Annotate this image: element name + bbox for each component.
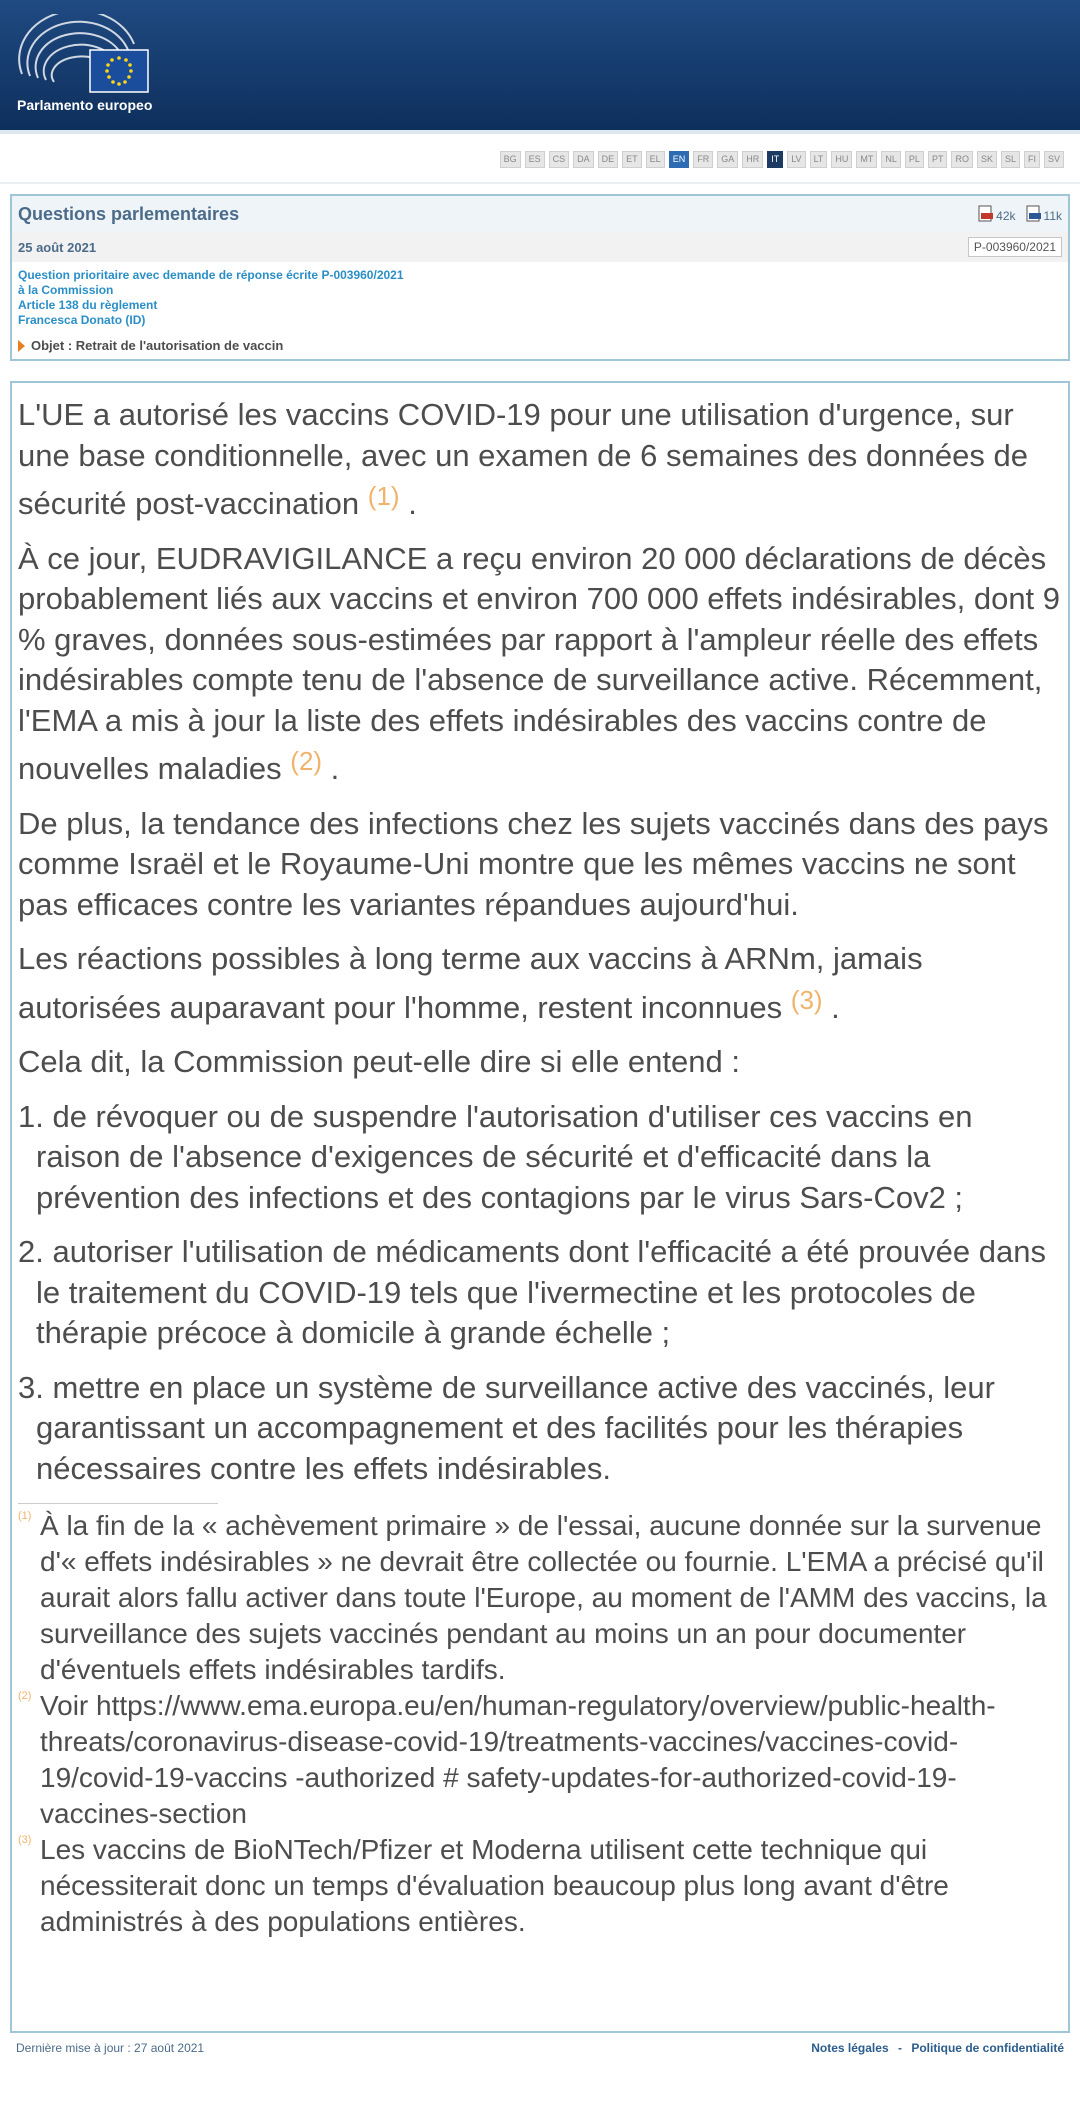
pdf-size: 42k — [996, 209, 1016, 223]
footnote-number: (3) — [18, 1834, 32, 1846]
page-title: Questions parlementaires — [18, 203, 240, 224]
object-text: Objet : Retrait de l'autorisation de vaccin — [31, 338, 284, 353]
body-paragraph-5: Cela dit, la Commission peut-elle dire si elle entend : — [18, 1044, 740, 1079]
lang-hr[interactable]: HR — [742, 151, 763, 168]
question-author: Francesca Donato (ID) — [18, 313, 146, 327]
question-rule: Article 138 du règlement — [18, 298, 158, 312]
lang-hu[interactable]: HU — [831, 151, 852, 168]
privacy-policy-link[interactable]: Politique de confidentialité — [911, 2041, 1064, 2055]
footer-links — [805, 2041, 1064, 2055]
lang-lt[interactable]: LT — [810, 151, 828, 168]
site-header — [0, 0, 1080, 130]
footnote-1 — [18, 1508, 1062, 1688]
lang-el[interactable]: EL — [646, 151, 665, 168]
reference-number: P-003960/2021 — [968, 237, 1062, 257]
footnote-ref-2[interactable]: (2) — [290, 746, 323, 776]
lang-ga[interactable]: GA — [717, 151, 738, 168]
lang-en[interactable]: EN — [669, 151, 690, 168]
divider — [0, 182, 1080, 184]
logo-text: Parlamento europeo — [17, 97, 153, 113]
question-date-bar — [12, 232, 1068, 262]
question-list — [18, 1097, 1062, 1490]
triangle-right-icon — [18, 340, 25, 352]
footnote-text: Voir https://www.ema.europa.eu/en/human-regulatory/overview/public-health-threats/coronavirus-disease-covid-19/treatments-vaccines/vaccines-covid-19/covid-19-vaccins -authorized # safety-updates-for-authorized-covid-19-vaccines-section — [40, 1690, 996, 1829]
footnote-ref-1[interactable]: (1) — [367, 481, 400, 511]
lang-ro[interactable]: RO — [951, 151, 973, 168]
lang-sv[interactable]: SV — [1044, 151, 1064, 168]
pdf-download-link[interactable] — [978, 205, 1015, 223]
lang-sk[interactable]: SK — [977, 151, 997, 168]
question-type: Question prioritaire avec demande de réponse écrite P-003960/2021 — [18, 268, 404, 282]
header-strip — [0, 130, 1080, 134]
lang-sl[interactable]: SL — [1001, 151, 1020, 168]
question-meta — [12, 262, 1068, 330]
body-paragraph-2: À ce jour, EUDRAVIGILANCE a reçu environ 20 000 déclarations de décès probablement liés aux vaccins et environ 700 000 effets indésirables, dont 9 % graves, données sous-estimées par rapport à l'ampleur réelle des effets indésirables compte tenu de l'absence de surveillance active. Récemment, l'EMA a mis à jour la liste des effets indésirables des vaccins contre de nouvelles maladies $^{(2)}$ . — [18, 540, 1061, 786]
footnote-number: (1) — [18, 1510, 32, 1522]
footnote-ref-3[interactable]: (3) — [790, 984, 823, 1015]
download-links — [978, 205, 1062, 223]
footnote-2 — [18, 1688, 1062, 1832]
question-header-box — [10, 194, 1070, 361]
question-body — [10, 381, 1070, 2033]
list-item: 3. mettre en place un système de surveillance active des vaccinés, leur garantissant un accompagnement et des facilités pour les thérapies nécessaires contre les effets indésirables. — [18, 1369, 995, 1486]
footnote-separator — [18, 1503, 218, 1504]
body-paragraph-3: De plus, la tendance des infections chez les sujets vaccinés dans des pays comme Israël et le Royaume-Uni montre que les mêmes vaccins ne sont pas efficaces contre les variantes répandues aujourd'hui. — [18, 805, 1049, 922]
lang-mt[interactable]: MT — [856, 151, 877, 168]
question-title-bar — [12, 196, 1068, 232]
body-paragraph-1: L'UE a autorisé les vaccins COVID-19 pour une utilisation d'urgence, sur une base conditionnelle, avec un examen de 6 semaines des données de sécurité post-vaccination $^{(1)}$ . — [18, 397, 1028, 521]
lang-lv[interactable]: LV — [787, 151, 805, 168]
footer-divider: - — [897, 2041, 902, 2055]
lang-bg[interactable]: BG — [500, 151, 521, 168]
lang-nl[interactable]: NL — [881, 151, 901, 168]
word-doc-icon — [1026, 205, 1042, 223]
lang-de[interactable]: DE — [598, 151, 619, 168]
question-object — [12, 330, 1068, 359]
question-date: 25 août 2021 — [18, 239, 97, 255]
lang-it[interactable]: IT — [767, 151, 783, 168]
lang-es[interactable]: ES — [525, 151, 545, 168]
lang-et[interactable]: ET — [622, 151, 642, 168]
doc-size: 11k — [1043, 209, 1062, 223]
footnote-text: Les vaccins de BioNTech/Pfizer et Moderna utilisent cette technique qui nécessiterait donc un temps d'évaluation beaucoup plus long avant d'être administrés à des populations entières. — [40, 1834, 949, 1937]
list-item: 1. de révoquer ou de suspendre l'autorisation d'utiliser ces vaccins en raison de l'absence d'exigences de sécurité et d'efficacité dans la prévention des infections et des contagions par le virus Sars-Cov2 ; — [18, 1098, 973, 1215]
lang-cs[interactable]: CS — [549, 151, 570, 168]
page-footer — [0, 2033, 1080, 2063]
lang-da[interactable]: DA — [573, 151, 594, 168]
lang-pt[interactable]: PT — [928, 151, 948, 168]
lang-pl[interactable]: PL — [905, 151, 924, 168]
language-selector — [0, 144, 1080, 174]
body-paragraph-4: Les réactions possibles à long terme aux vaccins à ARNm, jamais autorisées auparavant pour l'homme, restent inconnues $^{(3)}$ . — [18, 941, 923, 1025]
legal-notice-link[interactable]: Notes légales — [811, 2041, 889, 2055]
footnote-text: À la fin de la « achèvement primaire » de l'essai, aucune donnée sur la survenue d'« effets indésirables » ne devrait être collectée ou fournie. L'EMA a précisé qu'il aurait alors fallu activer dans toute l'Europe, au moment de l'AMM des vaccins, la surveillance des sujets vaccinés pendant au moins un an pour documenter d'éventuels effets indésirables tardifs. — [40, 1510, 1047, 1685]
question-recipient: à la Commission — [18, 283, 114, 297]
footnote-3 — [18, 1832, 1062, 1940]
list-item: 2. autoriser l'utilisation de médicaments dont l'efficacité a été prouvée dans le traitement du COVID-19 tels que l'ivermectine et les protocoles de thérapie précoce à domicile à grande échelle ; — [18, 1234, 1046, 1350]
footnote-number: (2) — [18, 1690, 32, 1702]
word-download-link[interactable] — [1026, 205, 1062, 223]
last-updated: Dernière mise à jour : 27 août 2021 — [16, 2041, 205, 2055]
lang-fr[interactable]: FR — [693, 151, 713, 168]
lang-fi[interactable]: FI — [1024, 151, 1040, 168]
pdf-icon — [978, 205, 994, 223]
